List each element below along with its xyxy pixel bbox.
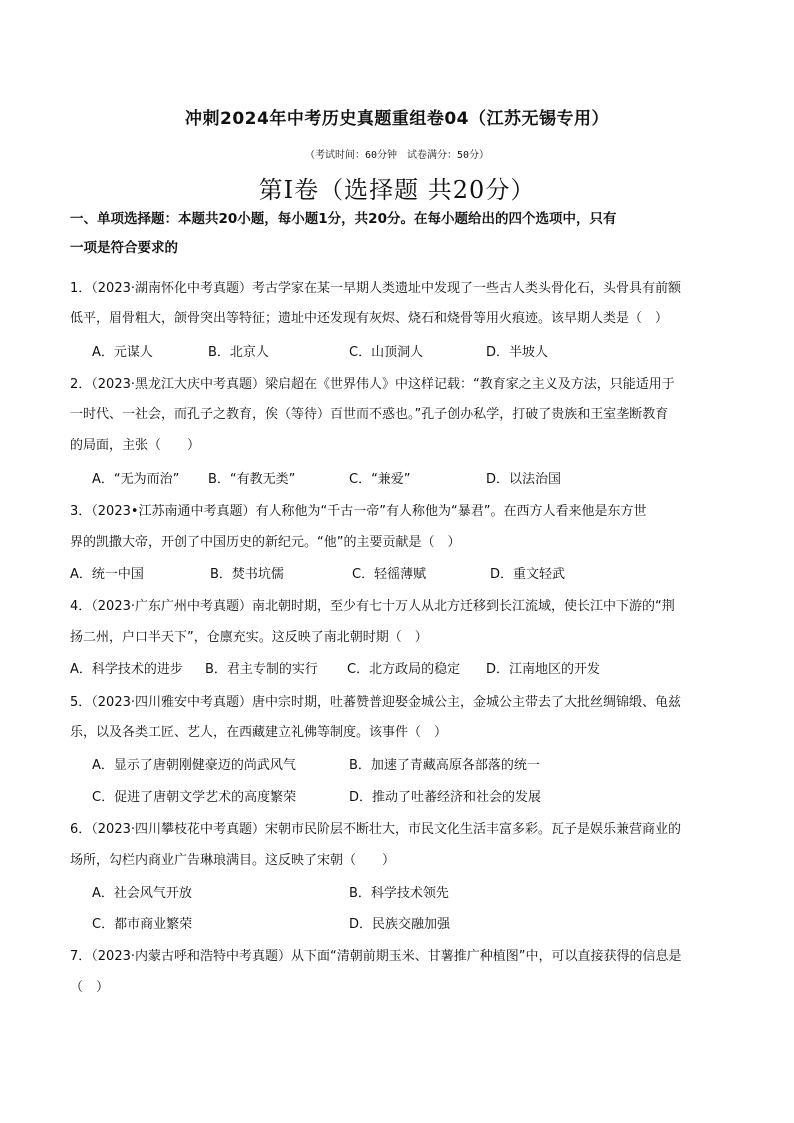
- question-text-line: （ ）: [70, 980, 110, 995]
- question-text-line: 2．（2023·黑龙江大庆中考真题）梁启超在《世界伟人》中这样记载：“教育家之主义及方法，只能适用于: [70, 377, 675, 392]
- option-d[interactable]: D．半坡人: [486, 345, 549, 360]
- option-d[interactable]: D．以法治国: [486, 472, 562, 487]
- option-c[interactable]: C．山顶洞人: [349, 345, 424, 360]
- option-b[interactable]: B．加速了青藏高原各部落的统一: [349, 758, 540, 773]
- question-text-line: 乐，以及各类工匠、艺人，在西藏建立礼佛等制度。该事件（ ）: [70, 725, 448, 740]
- option-a[interactable]: A．显示了唐朝刚健豪迈的尚武风气: [92, 758, 296, 773]
- option-a[interactable]: A．社会风气开放: [92, 886, 192, 901]
- option-d[interactable]: D．江南地区的开发: [486, 662, 601, 677]
- option-c[interactable]: C．促进了唐朝文学艺术的高度繁荣: [92, 790, 297, 805]
- question-text-line: 一时代、一社会，而孔子之教育，俟（等待）百世而不惑也。”孔子创办私学，打破了贵族和王室垄断教育: [70, 407, 669, 422]
- instructions-line-1: 一、单项选择题：本题共20小题，每小题1分，共20分。在每小题给出的四个选项中，只有: [70, 211, 617, 227]
- option-a[interactable]: A．“无为而治”: [92, 472, 180, 487]
- exam-info: （考试时间：60分钟 试卷满分：50分）: [304, 150, 490, 161]
- option-d[interactable]: D．民族交融加强: [349, 917, 451, 932]
- option-b[interactable]: B．君主专制的实行: [205, 662, 318, 677]
- option-a[interactable]: A．科学技术的进步: [70, 662, 183, 677]
- option-d[interactable]: D．推动了吐蕃经济和社会的发展: [349, 790, 542, 805]
- question-text-line: 7．（2023·内蒙古呼和浩特中考真题）从下面“清朝前期玉米、甘薯推广种植图”中，可以直接获得的信息是: [70, 949, 682, 964]
- instructions-line-2: 一项是符合要求的: [70, 240, 178, 256]
- question-text-line: 场所，勾栏内商业广告琳琅满目。这反映了宋朝（ ）: [70, 853, 396, 868]
- question-text-line: 界的凯撒大帝，开创了中国历史的新纪元。“他”的主要贡献是（ ）: [70, 535, 461, 550]
- option-c[interactable]: C．轻徭薄赋: [352, 567, 427, 582]
- question-text-line: 4．（2023·广东广州中考真题）南北朝时期，至少有七十万人从北方迁移到长江流域，使长江中下游的“荆: [70, 599, 675, 614]
- option-c[interactable]: C．“兼爱”: [349, 472, 411, 487]
- page-title: 冲刺2024年中考历史真题重组卷04（江苏无锡专用）: [185, 109, 609, 129]
- option-a[interactable]: A．元谋人: [92, 345, 153, 360]
- option-b[interactable]: B．“有教无类”: [208, 472, 296, 487]
- question-text-line: 低平，眉骨粗大，颌骨突出等特征；遗址中还发现有灰烬、烧石和烧骨等用火痕迹。该早期人类是（ ）: [70, 311, 669, 326]
- option-b[interactable]: B．科学技术领先: [349, 886, 449, 901]
- question-text-line: 3．（2023•江苏南通中考真题）有人称他为“千古一帝”有人称他为“暴君”。在西方人看来他是东方世: [70, 504, 647, 519]
- question-text-line: 的局面，主张（ ）: [70, 438, 201, 453]
- section-heading: 第Ⅰ卷（选择题 共20分）: [258, 176, 536, 204]
- option-b[interactable]: B．焚书坑儒: [210, 567, 284, 582]
- option-c[interactable]: C．都市商业繁荣: [92, 917, 193, 932]
- question-text-line: 6．（2023·四川攀枝花中考真题）宋朝市民阶层不断壮大，市民文化生活丰富多彩。瓦子是娱乐兼营商业的: [70, 822, 681, 837]
- question-text-line: 1．（2023·湖南怀化中考真题）考古学家在某一早期人类遗址中发现了一些古人类头骨化石，头骨具有前额: [70, 281, 681, 296]
- question-text-line: 扬二州，户口半天下”，仓廪充实。这反映了南北朝时期（ ）: [70, 630, 428, 645]
- option-c[interactable]: C．北方政局的稳定: [347, 662, 461, 677]
- option-d[interactable]: D．重文轻武: [490, 567, 566, 582]
- option-a[interactable]: A．统一中国: [70, 567, 144, 582]
- question-text-line: 5．（2023·四川雅安中考真题）唐中宗时期，吐蕃赞普迎娶金城公主，金城公主带去了大批丝绸锦缎、龟兹: [70, 695, 681, 710]
- option-b[interactable]: B．北京人: [208, 345, 269, 360]
